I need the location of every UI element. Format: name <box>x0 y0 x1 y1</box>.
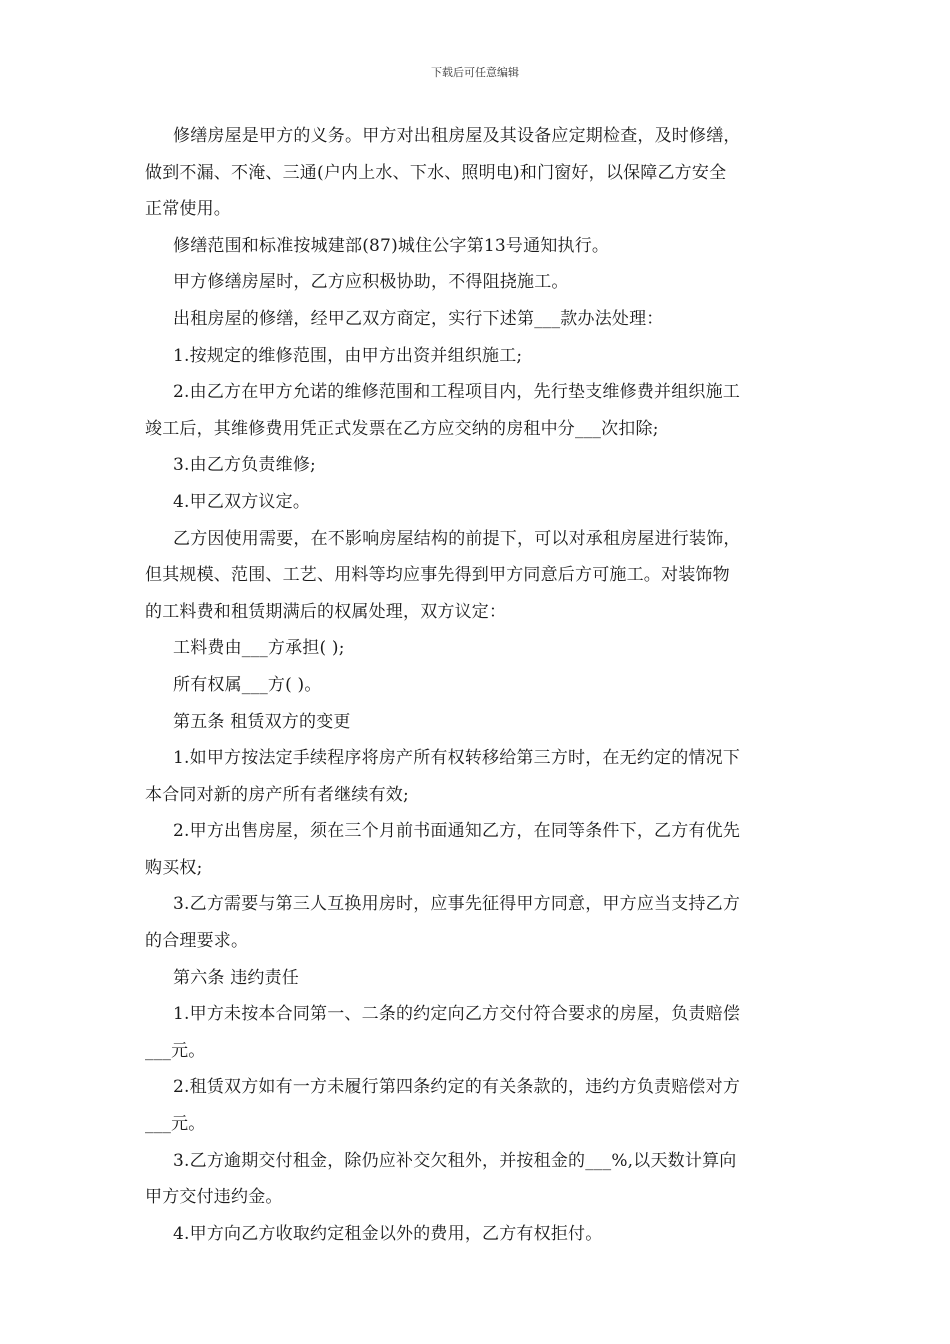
paragraph-line: 修缮房屋是甲方的义务。甲方对出租房屋及其设备应定期检查，及时修缮， <box>173 126 741 146</box>
paragraph-line: 3.乙方逾期交付租金，除仍应补交欠租外，并按租金的___%,以天数计算向 <box>173 1150 737 1171</box>
document-body <box>145 118 807 1252</box>
paragraph-line: 工料费由___方承担( ); <box>173 638 345 659</box>
paragraph-line: ___元。 <box>145 1114 206 1135</box>
paragraph-line: 所有权属___方( )。 <box>173 674 322 695</box>
paragraph-line: 竣工后，其维修费用凭正式发票在乙方应交纳的房租中分___次扣除; <box>145 418 659 439</box>
paragraph-line: 本合同对新的房产所有者继续有效; <box>145 784 409 805</box>
paragraph-line: 购买权; <box>145 857 203 878</box>
paragraph-line: 1.甲方未按本合同第一、二条的约定向乙方交付符合要求的房屋，负责赔偿 <box>173 1004 741 1025</box>
paragraph-line: 1.如甲方按法定手续程序将房产所有权转移给第三方时，在无约定的情况下 <box>173 748 741 769</box>
paragraph-line: 1.按规定的维修范围，由甲方出资并组织施工; <box>173 345 523 366</box>
paragraph-line: 乙方因使用需要，在不影响房屋结构的前提下，可以对承租房屋进行装饰， <box>173 528 741 549</box>
paragraph-line: ___元。 <box>145 1040 206 1061</box>
paragraph-line: 修缮范围和标准按城建部(87)城住公字第13号通知执行。 <box>173 235 610 256</box>
paragraph-line: 甲方修缮房屋时，乙方应积极协助，不得阻挠施工。 <box>173 272 569 293</box>
paragraph-line: 第六条 违约责任 <box>173 967 300 988</box>
paragraph-line: 但其规模、范围、工艺、用料等均应事先得到甲方同意后方可施工。对装饰物 <box>145 565 730 586</box>
paragraph-line: 第五条 租赁双方的变更 <box>173 711 351 732</box>
paragraph-line: 2.甲方出售房屋，须在三个月前书面通知乙方，在同等条件下，乙方有优先 <box>173 821 741 842</box>
paragraph-line: 出租房屋的修缮，经甲乙双方商定，实行下述第___款办法处理： <box>173 308 664 329</box>
paragraph-line: 4.甲方向乙方收取约定租金以外的费用，乙方有权拒付。 <box>173 1223 603 1244</box>
paragraph-line: 4.甲乙双方议定。 <box>173 491 311 512</box>
paragraph-line: 正常使用。 <box>145 199 231 220</box>
paragraph-line: 的合理要求。 <box>145 931 249 952</box>
paragraph-line: 甲方交付违约金。 <box>145 1187 283 1208</box>
paragraph-line: 2.由乙方在甲方允诺的维修范围和工程项目内，先行垫支维修费并组织施工 <box>173 382 741 403</box>
paragraph-line: 的工料费和租赁期满后的权属处理，双方议定： <box>145 601 507 622</box>
paragraph-line: 2.租赁双方如有一方未履行第四条约定的有关条款的，违约方负责赔偿对方 <box>173 1077 741 1098</box>
paragraph-line: 3.由乙方负责维修; <box>173 455 316 476</box>
paragraph-line: 3.乙方需要与第三人互换用房时，应事先征得甲方同意，甲方应当支持乙方 <box>173 894 741 915</box>
paragraph-line: 做到不漏、不淹、三通(户内上水、下水、照明电)和门窗好，以保障乙方安全 <box>145 162 727 183</box>
page-header: 下载后可任意编辑 <box>431 66 519 79</box>
